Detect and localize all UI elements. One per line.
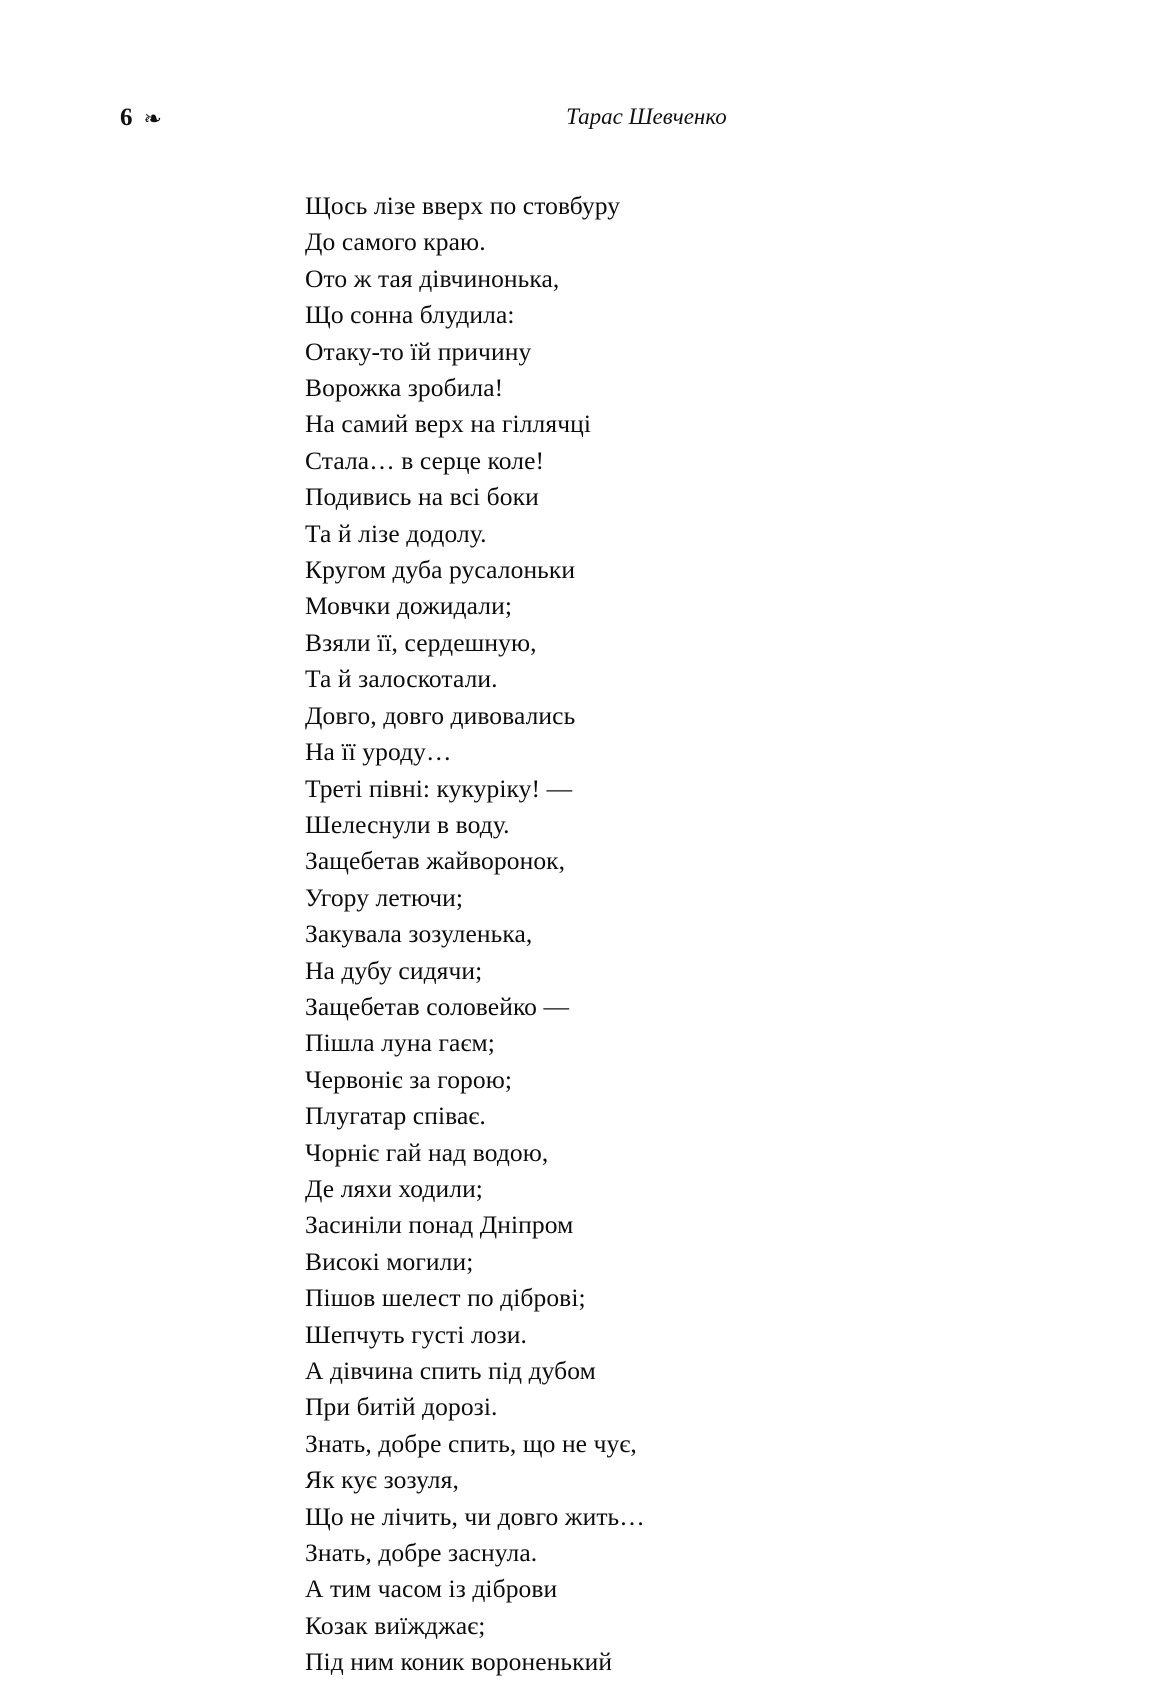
ornament-icon: ❧ xyxy=(143,107,162,132)
poem-line: Угору летючи; xyxy=(305,882,464,912)
poem-line: Пішов шелест по діброві; xyxy=(305,1283,586,1313)
poem-line: Закувала зозуленька, xyxy=(305,919,533,949)
poem-line: Як кує зозуля, xyxy=(305,1465,459,1495)
poem-line: Шепчуть густі лози. xyxy=(305,1319,528,1349)
poem-line: Засиніли понад Дніпром xyxy=(305,1210,574,1240)
poem-line: Мовчки дожидали; xyxy=(305,591,513,621)
poem-line: Під ним коник вороненький xyxy=(305,1647,613,1677)
poem-line: Чорніє гай над водою, xyxy=(305,1137,549,1167)
poem-line: Кругом дуба русалоньки xyxy=(305,555,576,585)
poem-line: Козак виїжджає; xyxy=(305,1610,486,1640)
poem-line: А дівчина спить під дубом xyxy=(305,1356,596,1385)
poem-line: Отаку-то їй причину xyxy=(305,336,532,366)
poem-line: До самого краю. xyxy=(305,227,486,257)
poem-line: Де ляхи ходили; xyxy=(305,1173,483,1203)
poem-body xyxy=(305,188,985,1681)
poem-line: Щось лізе вверх по стовбуру xyxy=(305,191,621,220)
poem-line: Стала… в серце коле! xyxy=(305,445,545,475)
poem-line: На самий верх на гіллячці xyxy=(305,409,592,439)
poem-line: Взяли її, сердешную, xyxy=(305,627,537,657)
poem-line: Плугатар співає. xyxy=(305,1101,486,1131)
poem-line: Та й лізе додолу. xyxy=(305,518,487,548)
poem-line: Знать, добре заснула. xyxy=(305,1538,538,1568)
poem-line: Червоніє за горою; xyxy=(305,1064,513,1094)
poem-line: Та й залоскотали. xyxy=(305,664,498,694)
poem-line: На її уроду… xyxy=(305,737,452,767)
poem-line: Високі могили; xyxy=(305,1246,474,1276)
poem-line: Що не лічить, чи довго жить… xyxy=(305,1501,645,1531)
poem-line: А тим часом із діброви xyxy=(305,1574,558,1604)
page-header xyxy=(120,104,1038,140)
poem-line: Защебетав жайворонок, xyxy=(305,846,566,876)
poem-line: Подивись на всі боки xyxy=(305,482,539,512)
page-number: 6 xyxy=(120,104,133,131)
poem-line: Ото ж тая дівчинонька, xyxy=(305,263,560,293)
poem-line: Знать, добре спить, що не чує, xyxy=(305,1428,637,1458)
poem-line: Що сонна блудила: xyxy=(305,300,515,330)
poem-line: Ворожка зробила! xyxy=(305,373,504,403)
poem-line: Довго, довго дивовались xyxy=(305,700,576,730)
poem-line: На дубу сидячи; xyxy=(305,955,483,985)
poem-line: Пішла луна гаєм; xyxy=(305,1028,495,1058)
poem-line: Шелеснули в воду. xyxy=(305,809,510,839)
poem-line: Треті півні: кукуріку! — xyxy=(305,773,573,803)
running-title: Тарас Шевченко xyxy=(566,104,727,129)
poem-line: Защебетав соловейко — xyxy=(305,991,570,1021)
poem-line: При битій дорозі. xyxy=(305,1392,498,1422)
